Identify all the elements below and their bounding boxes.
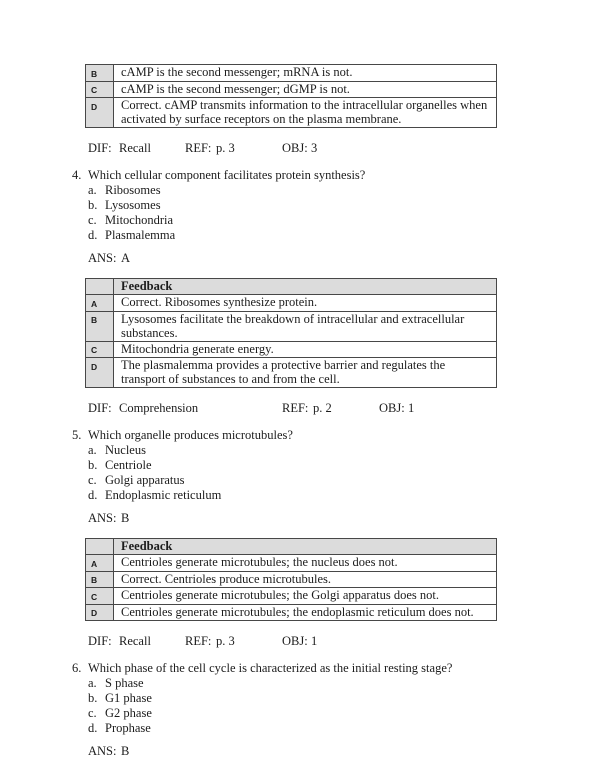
option-a xyxy=(88,676,600,691)
question-6 xyxy=(0,661,600,759)
header-letter-cell xyxy=(86,279,114,295)
table-header-row xyxy=(86,539,497,555)
question-text: Which cellular component facilitates protein synthesis? xyxy=(88,168,366,182)
answer-line xyxy=(88,744,600,759)
option-letter: d. xyxy=(88,488,98,502)
option-letter: a. xyxy=(88,183,97,197)
obj-value: 1 xyxy=(311,634,318,648)
row-letter: C xyxy=(86,588,114,605)
row-text: Correct. Ribosomes synthesize protein. xyxy=(114,295,497,312)
obj-value: 3 xyxy=(311,141,318,155)
option-b xyxy=(88,198,600,213)
ref-label: REF: xyxy=(185,141,212,155)
dif-segment xyxy=(88,634,185,649)
ref-value: p. 3 xyxy=(216,634,235,648)
ref-value: p. 2 xyxy=(313,401,332,415)
table-row xyxy=(86,588,497,605)
table-row xyxy=(86,358,497,388)
option-letter: c. xyxy=(88,473,97,487)
option-b xyxy=(88,691,600,706)
option-a xyxy=(88,183,600,198)
question-line xyxy=(72,428,600,443)
option-text: Prophase xyxy=(105,721,151,735)
answer-label: ANS: xyxy=(88,251,117,265)
dif-value: Recall xyxy=(119,141,151,155)
answer-label: ANS: xyxy=(88,511,117,525)
question-5 xyxy=(0,428,600,649)
header-letter-cell xyxy=(86,539,114,555)
option-letter: a. xyxy=(88,443,97,457)
dif-label: DIF: xyxy=(88,401,112,415)
table-row xyxy=(86,98,497,128)
option-text: G2 phase xyxy=(105,706,152,720)
obj-label: OBJ: xyxy=(282,141,308,155)
option-letter: d. xyxy=(88,721,98,735)
option-text: G1 phase xyxy=(105,691,152,705)
option-text: Golgi apparatus xyxy=(105,473,185,487)
obj-label: OBJ: xyxy=(282,634,308,648)
dif-value: Recall xyxy=(119,634,151,648)
obj-label: OBJ: xyxy=(379,401,405,415)
table-row xyxy=(86,81,497,98)
option-d xyxy=(88,488,600,503)
row-letter: C xyxy=(86,81,114,98)
table-row xyxy=(86,571,497,588)
option-text: Plasmalemma xyxy=(105,228,176,242)
option-letter: b. xyxy=(88,691,98,705)
option-d xyxy=(88,721,600,736)
option-text: Centriole xyxy=(105,458,152,472)
row-letter: A xyxy=(86,555,114,572)
row-letter: B xyxy=(86,571,114,588)
ref-segment xyxy=(185,141,282,156)
option-c xyxy=(88,473,600,488)
answer-line xyxy=(88,511,600,526)
answer-label: ANS: xyxy=(88,744,117,758)
answer-line xyxy=(88,251,600,266)
feedback-header: Feedback xyxy=(114,539,497,555)
dif-label: DIF: xyxy=(88,141,112,155)
answer-value: A xyxy=(121,251,131,265)
row-text: The plasmalemma provides a protective barrier and regulates the transport of substances to and from the cell. xyxy=(114,358,497,388)
ref-label: REF: xyxy=(282,401,309,415)
table-header-row xyxy=(86,279,497,295)
question-text: Which phase of the cell cycle is characterized as the initial resting stage? xyxy=(88,661,453,675)
ref-label: REF: xyxy=(185,634,212,648)
dif-value: Comprehension xyxy=(119,401,199,415)
table-row xyxy=(86,341,497,358)
dif-label: DIF: xyxy=(88,634,112,648)
row-letter: D xyxy=(86,98,114,128)
option-d xyxy=(88,228,600,243)
row-letter: D xyxy=(86,604,114,621)
question-number: 6. xyxy=(72,661,82,675)
options-list xyxy=(88,443,600,503)
row-letter: B xyxy=(86,311,114,341)
question-number: 4. xyxy=(72,168,82,182)
feedback-table-q5 xyxy=(85,538,497,621)
feedback-header: Feedback xyxy=(114,279,497,295)
option-letter: c. xyxy=(88,706,97,720)
options-list xyxy=(88,183,600,243)
feedback-table-q4 xyxy=(85,278,497,388)
option-a xyxy=(88,443,600,458)
options-list xyxy=(88,676,600,736)
question-text: Which organelle produces microtubules? xyxy=(88,428,293,442)
row-text: Centrioles generate microtubules; the nucleus does not. xyxy=(114,555,497,572)
option-text: S phase xyxy=(105,676,144,690)
option-text: Endoplasmic reticulum xyxy=(105,488,222,502)
ref-value: p. 3 xyxy=(216,141,235,155)
option-letter: d. xyxy=(88,228,98,242)
option-b xyxy=(88,458,600,473)
option-text: Lysosomes xyxy=(105,198,161,212)
obj-value: 1 xyxy=(408,401,415,415)
question-4 xyxy=(0,168,600,416)
feedback-table-continued xyxy=(85,64,497,128)
row-letter: C xyxy=(86,341,114,358)
answer-value: B xyxy=(121,744,130,758)
table-row xyxy=(86,295,497,312)
option-c xyxy=(88,213,600,228)
table-row xyxy=(86,604,497,621)
question-line xyxy=(72,661,600,676)
meta-line xyxy=(88,141,600,156)
option-letter: b. xyxy=(88,458,98,472)
option-letter: b. xyxy=(88,198,98,212)
row-text: cAMP is the second messenger; mRNA is not. xyxy=(114,65,497,82)
row-text: Correct. Centrioles produce microtubules. xyxy=(114,571,497,588)
dif-segment xyxy=(88,141,185,156)
option-letter: a. xyxy=(88,676,97,690)
option-letter: c. xyxy=(88,213,97,227)
table-row xyxy=(86,65,497,82)
row-letter: A xyxy=(86,295,114,312)
question-number: 5. xyxy=(72,428,82,442)
row-text: cAMP is the second messenger; dGMP is not. xyxy=(114,81,497,98)
row-letter: D xyxy=(86,358,114,388)
meta-line xyxy=(88,634,600,649)
row-text: Correct. cAMP transmits information to the intracellular organelles when activated by surface receptors on the plasma membrane. xyxy=(114,98,497,128)
row-text: Mitochondria generate energy. xyxy=(114,341,497,358)
option-text: Ribosomes xyxy=(105,183,161,197)
answer-value: B xyxy=(121,511,130,525)
option-c xyxy=(88,706,600,721)
row-text: Lysosomes facilitate the breakdown of intracellular and extracellular substances. xyxy=(114,311,497,341)
option-text: Mitochondria xyxy=(105,213,174,227)
row-text: Centrioles generate microtubules; the endoplasmic reticulum does not. xyxy=(114,604,497,621)
option-text: Nucleus xyxy=(105,443,146,457)
dif-segment xyxy=(88,401,282,416)
question-line xyxy=(72,168,600,183)
meta-line xyxy=(88,401,600,416)
ref-segment xyxy=(282,401,379,416)
row-letter: B xyxy=(86,65,114,82)
table-row xyxy=(86,555,497,572)
ref-segment xyxy=(185,634,282,649)
row-text: Centrioles generate microtubules; the Golgi apparatus does not. xyxy=(114,588,497,605)
table-row xyxy=(86,311,497,341)
